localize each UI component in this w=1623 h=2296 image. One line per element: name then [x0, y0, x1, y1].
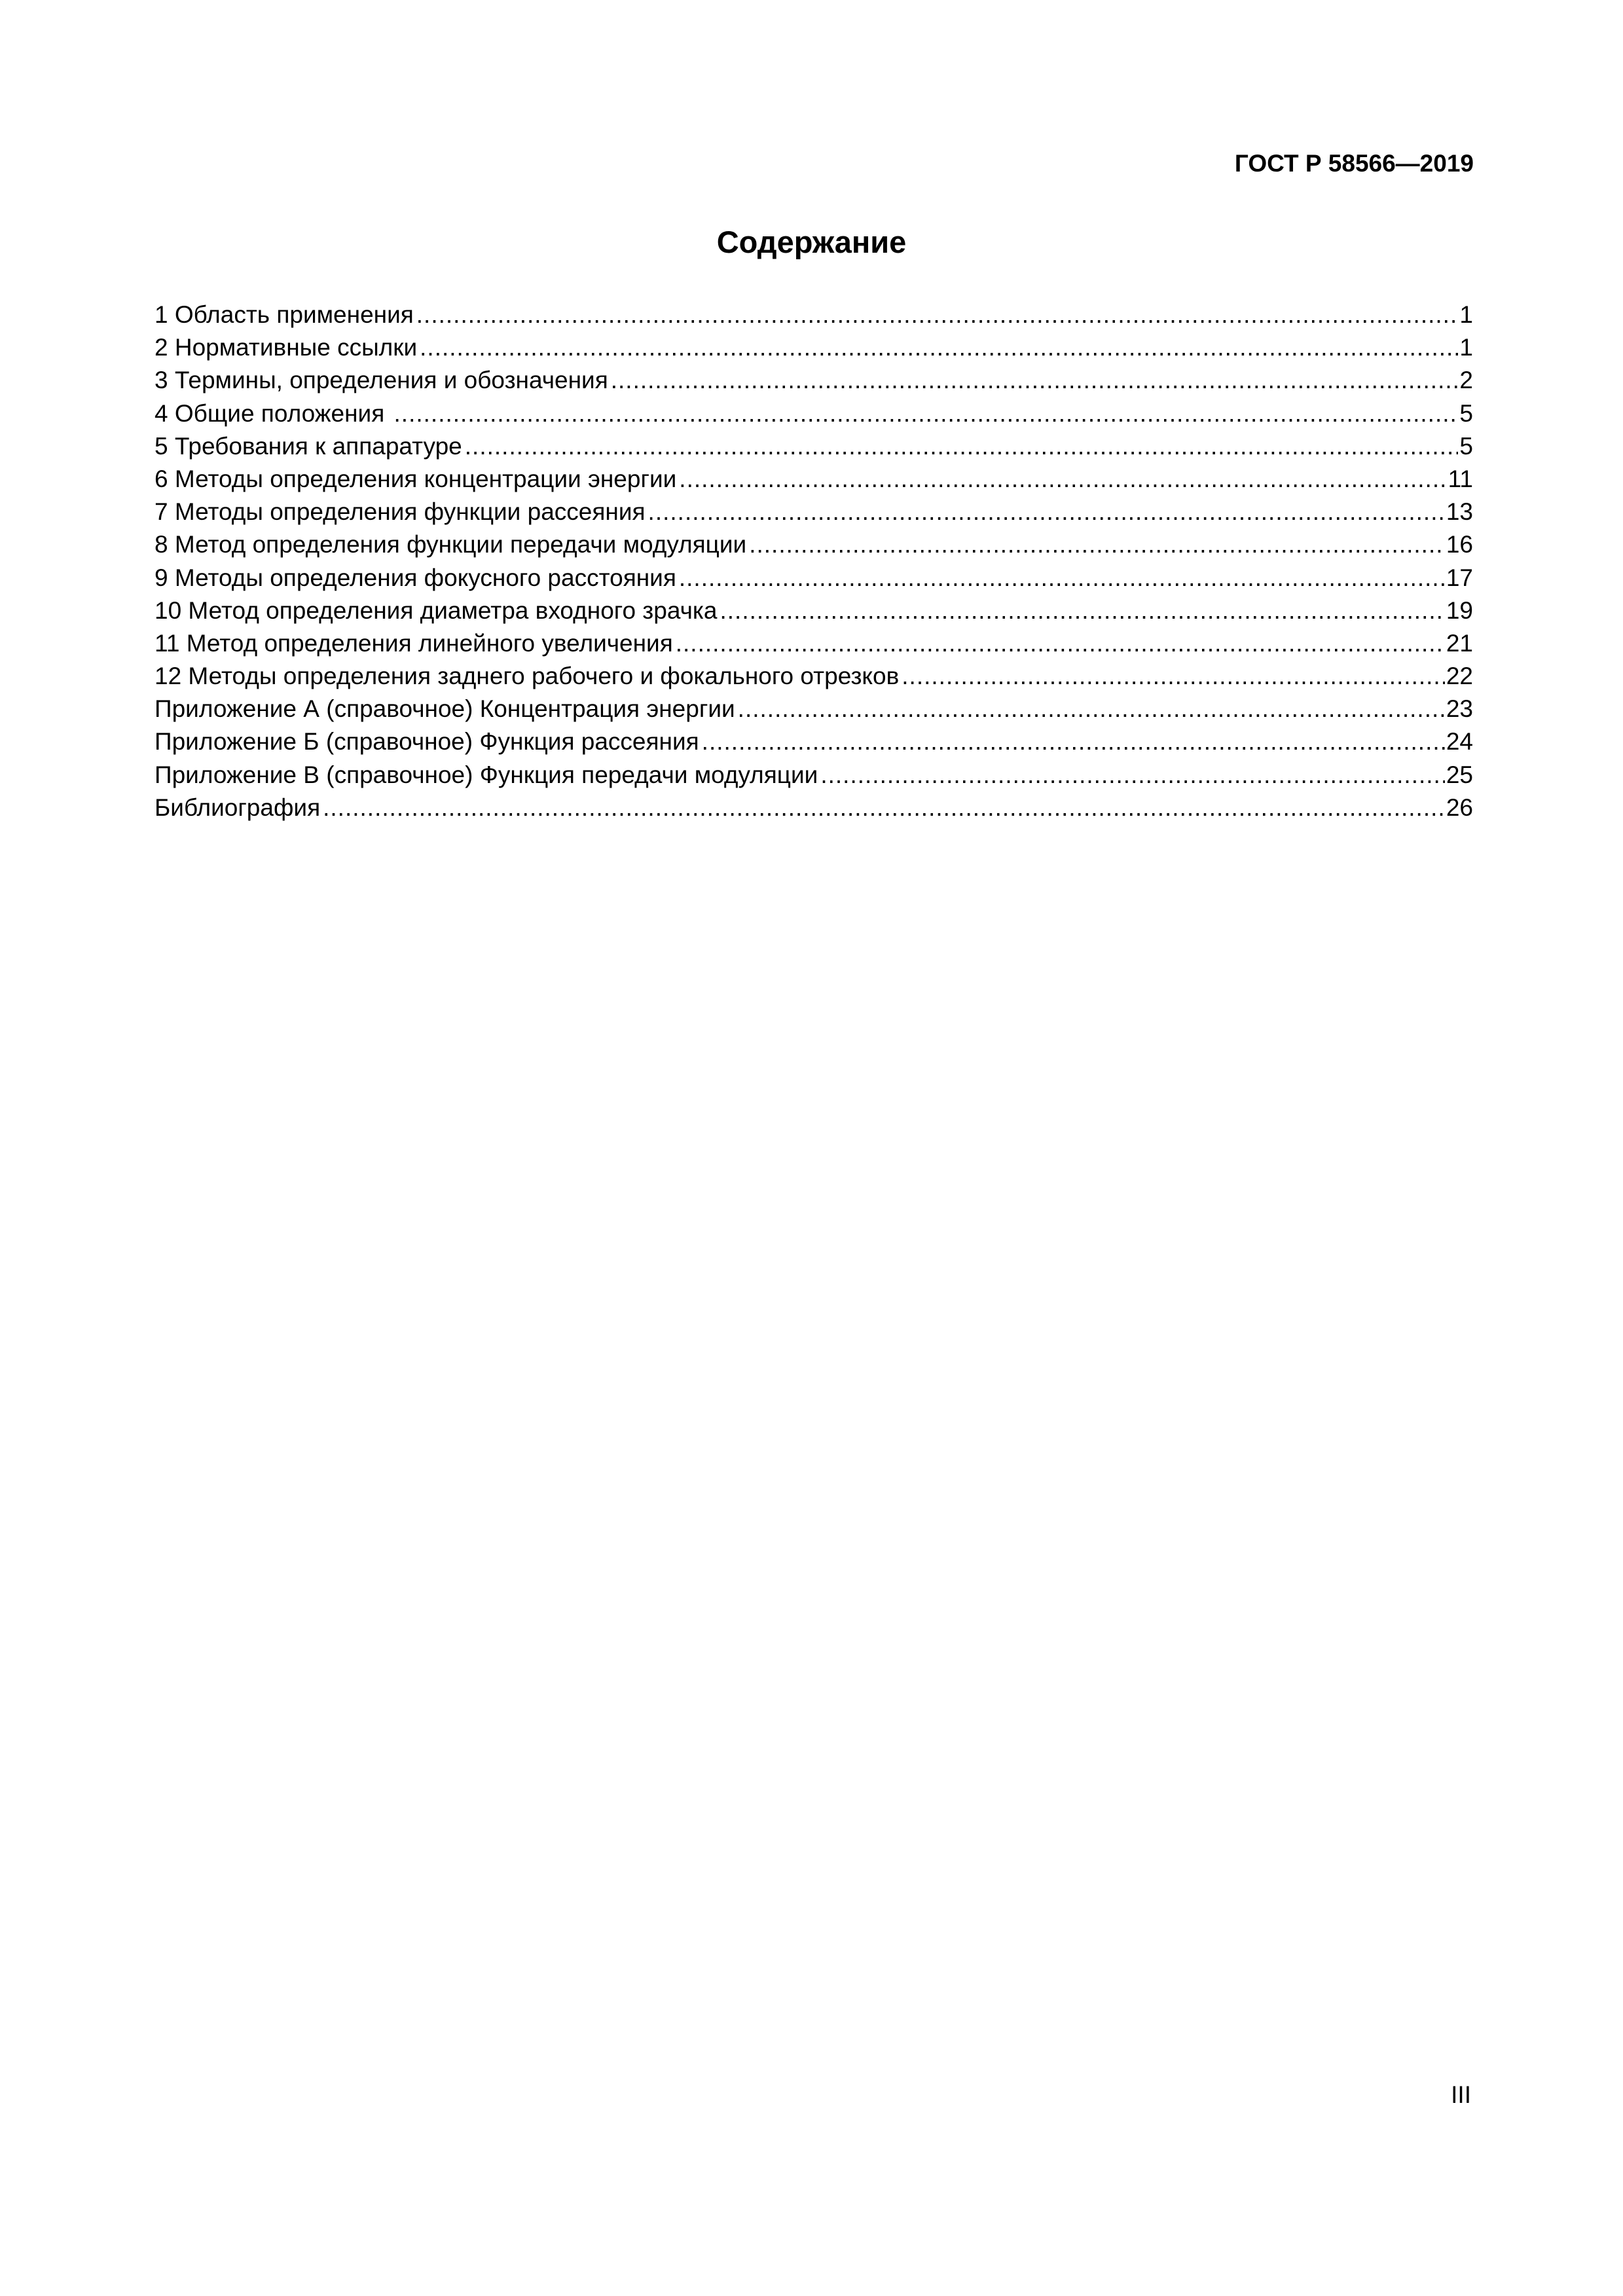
dot-leader — [738, 693, 1445, 725]
toc-entry-page: 21 — [1446, 629, 1473, 657]
toc-entry[interactable] — [155, 562, 1473, 594]
toc-entry-page: 1 — [1459, 334, 1473, 361]
dot-leader — [416, 299, 1459, 331]
toc-entry-label: 9 Методы определения фокусного расстояния — [155, 564, 676, 591]
dot-leader — [323, 792, 1445, 824]
dot-leader — [720, 594, 1444, 627]
toc-entry[interactable] — [155, 660, 1473, 693]
toc-entry-page: 26 — [1446, 793, 1473, 821]
toc-entry-label: Приложение А (справочное) Концентрация энергии — [155, 695, 735, 723]
toc-entry-label: 6 Методы определения концентрации энергии — [155, 465, 677, 492]
toc-entry-page: 23 — [1446, 695, 1473, 723]
toc-entry-label: 8 Метод определения функции передачи модуляции — [155, 531, 747, 558]
toc-entry-page: 2 — [1459, 367, 1473, 394]
toc-entry-label: 4 Общие положения — [155, 399, 392, 427]
toc-entry-label: Приложение В (справочное) Функция передачи модуляции — [155, 761, 818, 788]
toc-entry-page: 17 — [1446, 564, 1473, 591]
toc-entry-label: 3 Термины, определения и обозначения — [155, 367, 608, 394]
toc-entry-page: 25 — [1446, 761, 1473, 788]
toc-entry-label: Библиография — [155, 793, 321, 821]
toc-entry-label: 12 Методы определения заднего рабочего и фокального отрезков — [155, 663, 900, 690]
table-of-contents — [155, 299, 1473, 824]
toc-entry[interactable] — [155, 397, 1473, 430]
toc-entry-label: 1 Область применения — [155, 301, 414, 328]
dot-leader — [676, 627, 1445, 660]
toc-entry[interactable] — [155, 331, 1473, 364]
toc-entry[interactable] — [155, 528, 1473, 561]
toc-entry[interactable] — [155, 463, 1473, 496]
toc-entry[interactable] — [155, 693, 1473, 725]
toc-entry[interactable] — [155, 496, 1473, 528]
toc-entry-label: 7 Методы определения функции рассеяния — [155, 498, 646, 526]
dot-leader — [902, 660, 1445, 693]
toc-entry[interactable] — [155, 299, 1473, 331]
toc-entry[interactable] — [155, 759, 1473, 792]
dot-leader — [679, 463, 1446, 496]
toc-entry[interactable] — [155, 364, 1473, 397]
toc-entry-page: 16 — [1446, 531, 1473, 558]
toc-entry-label: 2 Нормативные ссылки — [155, 334, 418, 361]
toc-entry-page: 22 — [1446, 663, 1473, 690]
dot-leader — [648, 496, 1445, 528]
toc-title: Содержание — [716, 225, 907, 259]
toc-entry-page: 24 — [1446, 728, 1473, 756]
toc-entry[interactable] — [155, 430, 1473, 463]
toc-entry[interactable] — [155, 725, 1473, 758]
page-number: III — [1451, 2081, 1471, 2108]
dot-leader — [820, 759, 1445, 792]
toc-entry[interactable] — [155, 627, 1473, 660]
dot-leader — [611, 364, 1459, 397]
toc-entry-label: 10 Метод определения диаметра входного зрачка — [155, 596, 718, 624]
toc-entry-page: 5 — [1459, 399, 1473, 427]
toc-entry-page: 1 — [1459, 301, 1473, 328]
toc-entry[interactable] — [155, 594, 1473, 627]
toc-entry[interactable] — [155, 792, 1473, 824]
toc-entry-page: 5 — [1459, 432, 1473, 460]
toc-entry-page: 13 — [1446, 498, 1473, 526]
dot-leader — [679, 562, 1445, 594]
toc-entry-label: 5 Требования к аппаратуре — [155, 432, 462, 460]
toc-entry-label: 11 Метод определения линейного увеличения — [155, 629, 673, 657]
dot-leader — [749, 528, 1445, 561]
dot-leader — [394, 397, 1459, 430]
dot-leader — [465, 430, 1459, 463]
dot-leader — [702, 725, 1445, 758]
toc-entry-label: Приложение Б (справочное) Функция рассеяния — [155, 728, 699, 756]
toc-entry-page: 19 — [1446, 596, 1473, 624]
toc-entry-page: 11 — [1448, 465, 1473, 492]
document-code: ГОСТ Р 58566—2019 — [1234, 150, 1474, 177]
dot-leader — [420, 331, 1458, 364]
